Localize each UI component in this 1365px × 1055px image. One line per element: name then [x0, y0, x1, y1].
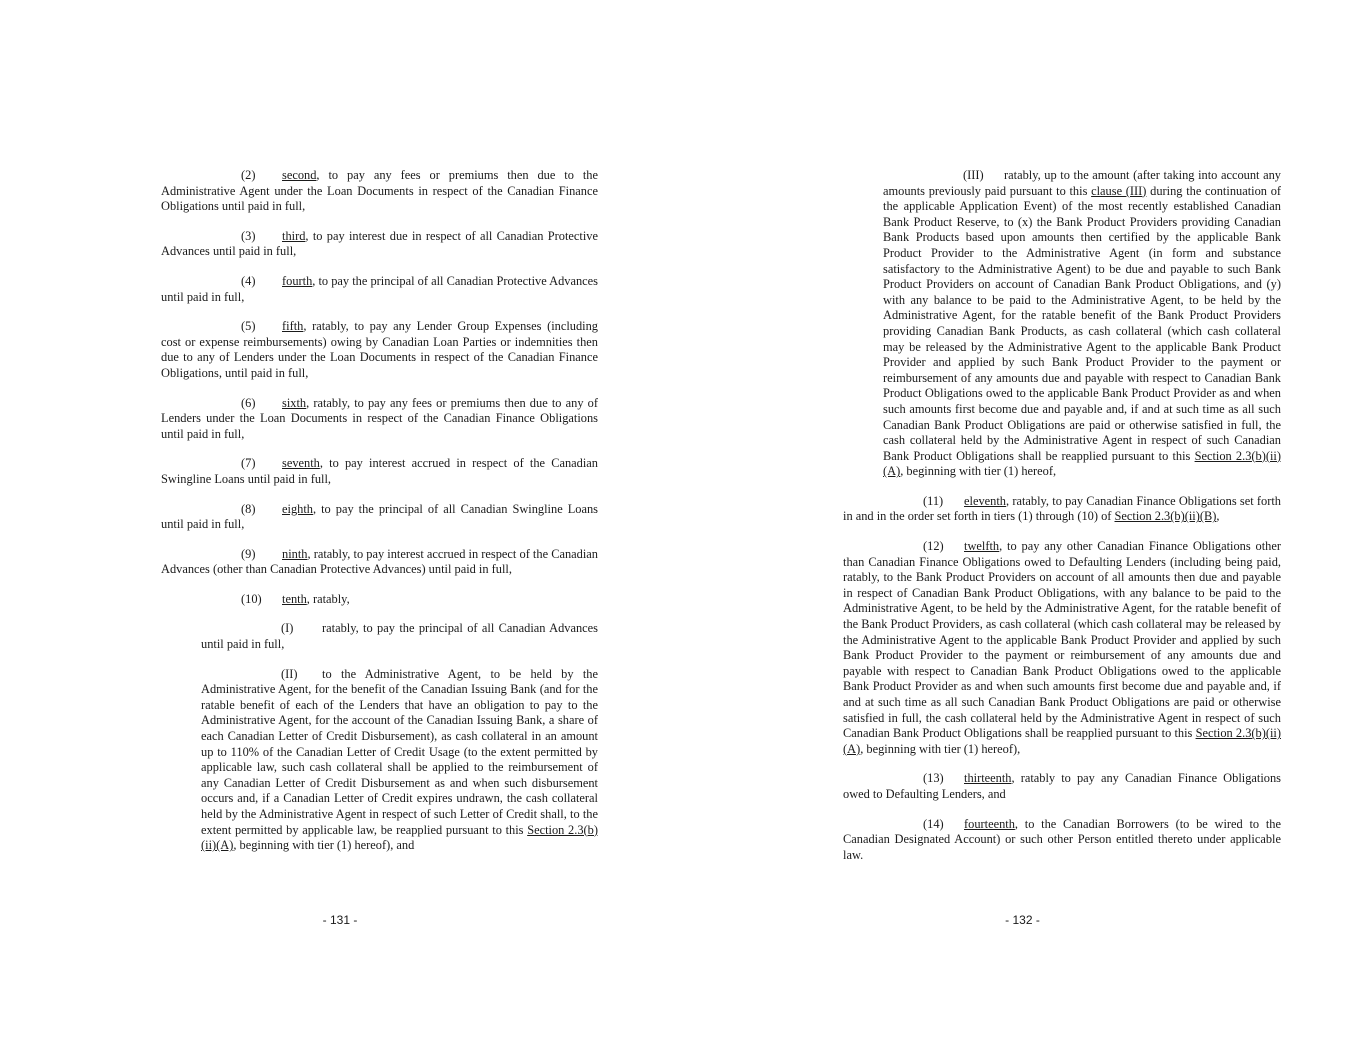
section-reference-link: Section 2.3(b)(ii)(A) [883, 448, 1281, 479]
page-number: - 132 - [1005, 913, 1040, 927]
tier-10-paragraph: (10) tenth, ratably, [241, 591, 350, 606]
page-132 [682, 0, 1365, 1055]
clause-II-paragraph: (II) to the Administrative Agent, to be held by the Administrative Agent, for the benefit of the Canadian Issuing Bank (and for the ratable benefit of each of the Lenders that have an obligation to pay to the Administrative Agent, for the account of the Canadian Issuing Bank, a share of each Canadian Letter of Credit Disbursement), as cash collateral in an amount up to 110% of the Canadian Letter of Credit Usage (to the extent permitted by applicable law, such cash collateral shall be applied to the reimbursement of any Canadian Letter of Credit Disbursement as and when such disbursement occurs and, if a Canadian Letter of Credit expires undrawn, the cash collateral held by the Administrative Agent in respect of such Letter of Credit shall, to the extent permitted by applicable law, be reapplied pursuant to this Section 2.3(b)(ii)(A), beginning with tier (1) hereof), and [201, 666, 598, 853]
tier-9-paragraph: (9) ninth, ratably, to pay interest accrued in respect of the Canadian Advances (other than Canadian Protective Advances) until paid in full, [161, 546, 598, 577]
tier-13-paragraph: (13) thirteenth, ratably to pay any Canadian Finance Obligations owed to Defaulting Lenders, and [843, 771, 1281, 801]
tier-4-paragraph: (4) fourth, to pay the principal of all Canadian Protective Advances until paid in full, [161, 273, 598, 304]
tier-8-paragraph: (8) eighth, to pay the principal of all Canadian Swingline Loans until paid in full, [161, 501, 598, 532]
page-131 [0, 0, 682, 1055]
tier-6-paragraph: (6) sixth, ratably, to pay any fees or premiums then due to any of Lenders under the Loan Documents in respect of the Canadian Finance Obligations until paid in full, [161, 395, 598, 441]
page-number: - 131 - [322, 913, 358, 927]
clause-reference-link: clause (III) [1091, 183, 1147, 198]
tier-14-paragraph: (14) fourteenth, to the Canadian Borrowers (to be wired to the Canadian Designated Account) or such other Person entitled thereto under applicable law. [843, 816, 1281, 862]
tier-2-paragraph: (2) second, to pay any fees or premiums then due to the Administrative Agent under the Loan Documents in respect of the Canadian Finance Obligations until paid in full, [161, 168, 598, 214]
section-reference-link: Section 2.3(b)(ii)(A) [201, 822, 598, 853]
tier-3-paragraph: (3) third, to pay interest due in respect of all Canadian Protective Advances until paid in full, [161, 228, 598, 259]
clause-I-paragraph: (I) ratably, to pay the principal of all Canadian Advances until paid in full, [201, 621, 598, 652]
page-131-text [161, 168, 598, 868]
page-132-text [843, 168, 1281, 877]
section-reference-link: Section 2.3(b)(ii)(B) [1114, 509, 1217, 524]
tier-11-paragraph: (11) eleventh, ratably, to pay Canadian Finance Obligations set forth in and in the order set forth in tiers (1) through (10) of Section 2.3(b)(ii)(B), [843, 493, 1281, 524]
tier-7-paragraph: (7) seventh, to pay interest accrued in respect of the Canadian Swingline Loans until paid in full, [161, 456, 598, 486]
tier-5-paragraph: (5) fifth, ratably, to pay any Lender Group Expenses (including cost or expense reimbursements) owing by Canadian Loan Parties or indemnities then due to any of Lenders under the Loan Documents in respect of the Canadian Finance Obligations, until paid in full, [161, 319, 598, 380]
section-reference-link: Section 2.3(b)(ii)(A) [843, 726, 1281, 756]
tier-12-paragraph: (12) twelfth, to pay any other Canadian Finance Obligations other than Canadian Finance Obligations owed to Defaulting Lenders (including being paid, ratably, to the Bank Product Providers on account of all amounts then due and payable in respect of Canadian Bank Product Obligations, with any balance to be paid to the Administrative Agent, to be held by the Administrative Agent, for the ratable benefit of the Bank Product Providers, as cash collateral (which cash collateral may be released by the Administrative Agent to the applicable Bank Product Provider and applied by such Bank Product Provider to the payment or reimbursement of any amounts due and payable with respect to Canadian Bank Product Obligations owed to the applicable Bank Product Provider as and when such amounts first become due and payable and, if and at such time as all such Canadian Bank Product Obligations are paid or otherwise satisfied in full, the cash collateral held by the Administrative Agent in respect of such Canadian Bank Product Obligations shall be reapplied pursuant to this Section 2.3(b)(ii)(A), beginning with tier (1) hereof), [843, 539, 1281, 756]
clause-III-paragraph: (III) ratably, up to the amount (after taking into account any amounts previously paid pursuant to this clause (III) during the continuation of the applicable Application Event) of the most recently established Canadian Bank Product Reserve, to (x) the Bank Product Providers providing Canadian Bank Products based upon amounts then certified by the applicable Bank Product Provider to the Administrative Agent (in form and substance satisfactory to the Administrative Agent) to be due and payable to such Bank Product Providers on account of Canadian Bank Product Obligations, and (y) with any balance to be paid to the Administrative Agent, to be held by the Administrative Agent, for the ratable benefit of the Bank Product Providers providing Canadian Bank Products, as cash collateral (which cash collateral may be released by the Administrative Agent to the applicable Bank Product Provider and applied by such Bank Product Provider to the payment or reimbursement of any amounts due and payable with respect to Canadian Bank Product Obligations owed to the applicable Bank Product Provider as and when such amounts first become due and payable and, if and at such time as all such Canadian Bank Product Obligations are paid or otherwise satisfied in full, the cash collateral held by the Administrative Agent in respect of such Canadian Bank Product Obligations shall be reapplied pursuant to this Section 2.3(b)(ii)(A), beginning with tier (1) hereof, [883, 168, 1282, 479]
